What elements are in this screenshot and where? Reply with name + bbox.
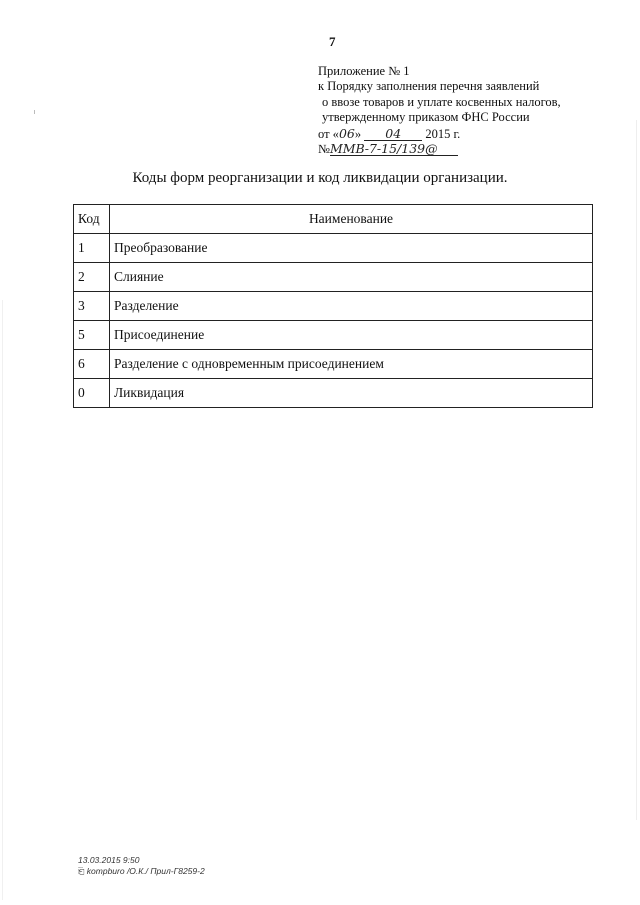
scan-edge-line [636, 120, 637, 820]
cell-name: Разделение с одновременным присоединением [110, 350, 593, 379]
date-day-handwritten: 06 [338, 125, 355, 141]
table-row [74, 292, 593, 321]
cell-code: 2 [74, 263, 110, 292]
appendix-line-2: к Порядку заполнения перечня заявлений [318, 79, 540, 94]
date-year: 2015 г. [425, 126, 461, 141]
date-prefix: от « [318, 126, 339, 141]
footer-path: kompburo /О.К./ Прил-Г8259-2 [86, 865, 205, 876]
page-number: 7 [329, 34, 336, 49]
column-header-code: Код [74, 205, 110, 234]
cell-code: 1 [74, 234, 110, 263]
appendix-title: Приложение № 1 [318, 64, 410, 78]
footer-path-line [78, 866, 205, 878]
date-month-field [364, 125, 422, 141]
cell-name: Ликвидация [110, 379, 593, 408]
number-prefix: № [318, 142, 330, 157]
appendix-number-line [318, 142, 561, 157]
date-month-handwritten: 04 [385, 125, 402, 141]
document-icon: ⎗ [78, 866, 85, 876]
appendix-line-4: утвержденному приказом ФНС России [322, 110, 530, 125]
cell-code: 0 [74, 379, 110, 408]
cell-name: Слияние [110, 263, 593, 292]
table-row [74, 263, 593, 292]
order-number-handwritten: ММВ-7-15/139@ [329, 141, 438, 157]
appendix-line-3: о ввозе товаров и уплате косвенных налогов, [322, 94, 561, 109]
date-close-quote: » [354, 126, 362, 141]
table-row [74, 350, 593, 379]
cell-name: Присоединение [110, 321, 593, 350]
number-field [330, 143, 458, 156]
footer [78, 855, 205, 877]
appendix-block [318, 64, 561, 157]
scan-speck [34, 110, 35, 114]
codes-table [73, 204, 593, 408]
table-header-row [74, 205, 593, 234]
cell-code: 5 [74, 321, 110, 350]
scan-edge-line-left [2, 300, 3, 900]
footer-timestamp: 13.03.2015 9:50 [78, 855, 140, 865]
table-row [74, 234, 593, 263]
cell-name: Преобразование [110, 234, 593, 263]
cell-code: 6 [74, 350, 110, 379]
cell-name: Разделение [110, 292, 593, 321]
column-header-name: Наименование [110, 205, 593, 234]
table-row [74, 379, 593, 408]
document-title: Коды форм реорганизации и код ликвидации организации. [132, 170, 508, 186]
appendix-date-line [318, 126, 561, 142]
table-row [74, 321, 593, 350]
cell-code: 3 [74, 292, 110, 321]
